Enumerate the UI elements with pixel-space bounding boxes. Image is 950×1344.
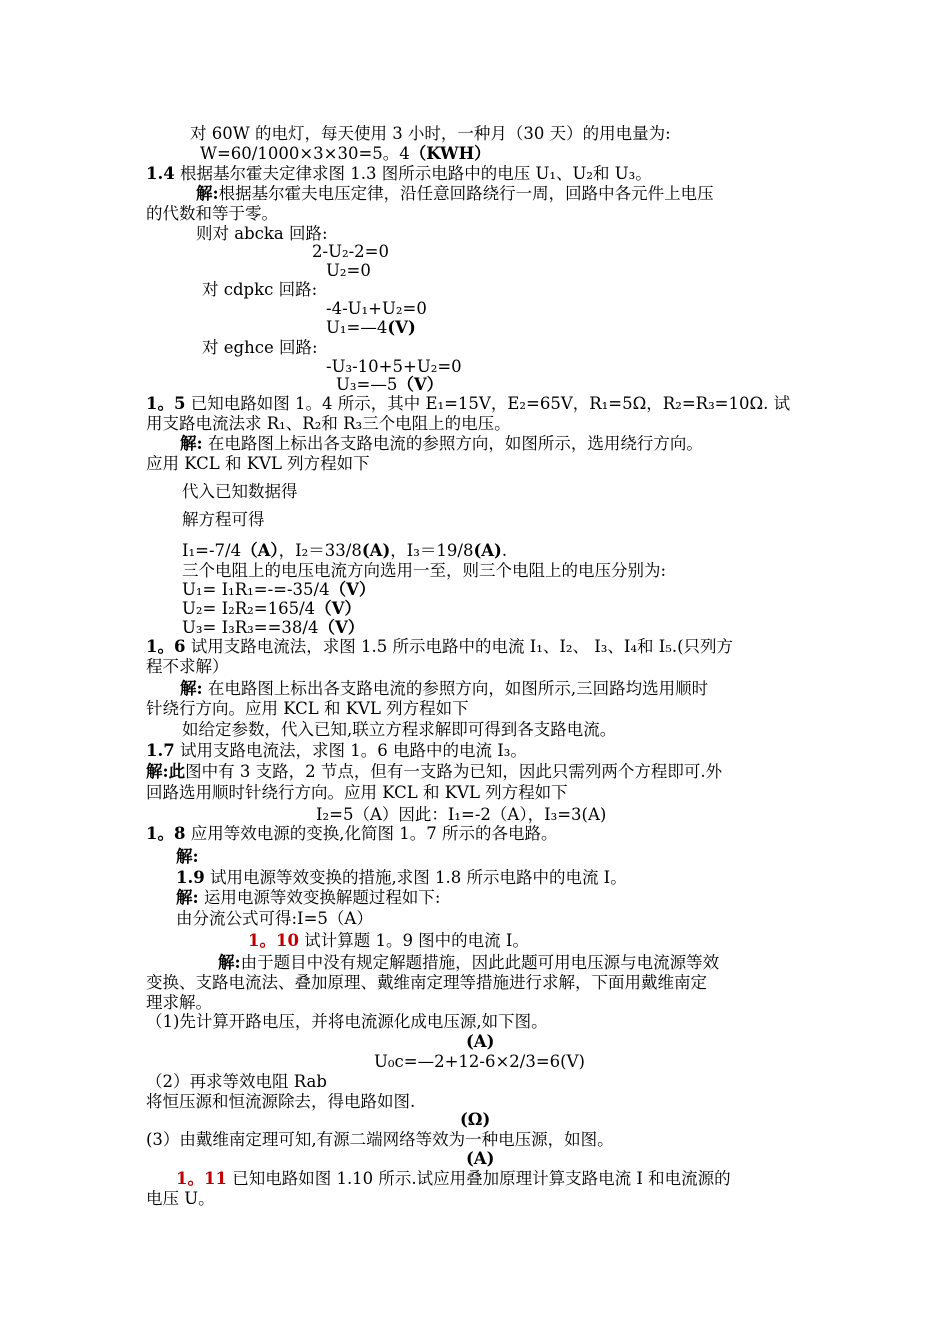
text-segment: U₁=—4 <box>326 318 388 337</box>
text-segment: (Ω) <box>460 1110 491 1129</box>
text-segment: （V） <box>318 618 365 637</box>
text-line <box>176 868 627 888</box>
text-segment: 三个电阻上的电压电流方向选用一至，则三个电阻上的电压分别为: <box>182 561 667 580</box>
text-line <box>336 375 443 395</box>
text-line <box>146 454 370 474</box>
text-segment: U₃= I₃R₃==38/4 <box>182 618 319 637</box>
text-line <box>146 783 568 803</box>
text-line <box>146 1092 415 1112</box>
text-segment: 解: <box>180 679 203 698</box>
text-line <box>146 657 229 677</box>
text-segment: 应用等效电源的变换,化简图 1。7 所示的各电路。 <box>185 824 558 843</box>
text-segment: 试用电源等效变换的措施,求图 1.8 所示电路中的电流 I。 <box>204 868 627 887</box>
text-segment: 1.9 <box>176 868 205 887</box>
text-segment: 回路选用顺时针绕行方向。应用 KCL 和 KVL 列方程如下 <box>146 783 568 802</box>
text-segment: 解: <box>176 888 199 907</box>
text-line <box>146 204 278 224</box>
text-line <box>182 720 616 740</box>
text-segment: ，I₂＝33/8 <box>278 541 362 560</box>
text-segment: 1。11 <box>176 1169 227 1188</box>
text-segment: U₂= I₂R₂=165/4 <box>182 599 316 618</box>
text-segment: (A) <box>473 541 502 560</box>
text-line <box>146 762 722 782</box>
text-line <box>182 561 666 581</box>
text-segment: 根据基尔霍夫电压定律，沿任意回路绕行一周，回路中各元件上电压 <box>218 184 714 203</box>
text-segment: 将恒压源和恒流源除去，得电路如图. <box>146 1092 416 1111</box>
text-segment: I₁=-7/4 <box>182 541 242 560</box>
text-segment: 试用支路电流法，求图 1。6 电路中的电流 I₃。 <box>174 741 527 760</box>
text-segment: 由于题目中没有规定解题措施，因此此题可用电压源与电流源等效 <box>240 953 720 972</box>
text-line <box>176 888 440 908</box>
text-line <box>146 824 557 844</box>
text-segment: 解:此 <box>146 762 186 781</box>
text-line <box>326 357 462 377</box>
text-segment: （V） <box>315 599 361 618</box>
text-segment: 1。5 <box>146 394 186 413</box>
text-line <box>248 931 529 951</box>
text-line <box>146 699 469 719</box>
text-line <box>176 1169 731 1189</box>
text-segment: 变换、支路电流法、叠加原理、戴维南定理等措施进行求解，下面用戴维南定 <box>146 973 707 992</box>
text-line <box>196 184 714 204</box>
text-segment: （V） <box>397 375 444 394</box>
text-line <box>146 414 511 434</box>
text-line <box>218 953 719 973</box>
text-line <box>146 1072 327 1092</box>
text-segment: U₁= I₁R₁=-=-35/4 <box>182 580 330 599</box>
text-segment: 在电路图上标出各支路电流的参照方向，如图所示,三回路均选用顺时 <box>202 679 709 698</box>
text-line <box>460 1110 490 1130</box>
text-line <box>182 580 375 600</box>
text-line <box>180 434 703 454</box>
text-segment: 1.4 <box>146 164 175 183</box>
text-segment: 由分流公式可得:I=5（A） <box>176 909 373 928</box>
text-line <box>146 741 527 761</box>
text-line <box>182 510 265 530</box>
text-segment: 试计算题 1。9 图中的电流 I。 <box>298 931 529 950</box>
text-segment: 程不求解） <box>146 657 229 676</box>
text-line <box>200 144 491 164</box>
text-segment: （A） <box>241 541 279 560</box>
text-segment: 图中有 3 支路，2 节点，但有一支路为已知，因此只需列两个方程即可.外 <box>185 762 723 781</box>
text-line <box>312 242 389 262</box>
text-line <box>182 482 298 502</box>
text-segment: 解方程可得 <box>182 510 265 529</box>
text-segment: -U₃-10+5+U₂=0 <box>326 357 462 376</box>
text-line <box>202 280 317 300</box>
text-segment: (A) <box>466 1032 495 1051</box>
text-segment: 解: <box>196 184 219 203</box>
text-segment: 的代数和等于零。 <box>146 204 278 223</box>
text-segment: （1)先计算开路电压，并将电流源化成电压源,如下图。 <box>146 1012 548 1031</box>
text-line <box>182 541 507 561</box>
text-line <box>146 1189 215 1209</box>
text-segment: 根据基尔霍夫定律求图 1.3 图所示电路中的电压 U₁、U₂和 U₃。 <box>174 164 652 183</box>
text-segment: 电压 U。 <box>146 1189 215 1208</box>
text-segment: ，I₃＝19/8 <box>390 541 474 560</box>
text-segment: 对 cdpkc 回路: <box>202 280 318 299</box>
text-segment: 则对 abcka 回路: <box>196 224 328 243</box>
text-segment: U₃=—5 <box>336 375 398 394</box>
text-segment: 用支路电流法求 R₁、R₂和 R₃三个电阻上的电压。 <box>146 414 511 433</box>
text-line <box>176 909 373 929</box>
text-line <box>202 338 318 358</box>
text-segment: 已知电路如图 1。4 所示，其中 E₁=15V，E₂=65V，R₁=5Ω，R₂=R₃=10Ω. 试 <box>185 394 791 413</box>
text-line <box>196 224 328 244</box>
text-segment: 1.7 <box>146 741 175 760</box>
text-segment: 解: <box>218 953 241 972</box>
text-segment: (V) <box>387 318 416 337</box>
text-segment: W=60/1000×3×30=5。4 <box>200 144 410 163</box>
text-line <box>466 1032 494 1052</box>
text-segment: 1。10 <box>248 931 299 950</box>
text-segment: 对 eghce 回路: <box>202 338 318 357</box>
text-line <box>176 847 199 867</box>
text-segment: 如给定参数，代入已知,联立方程求解即可得到各支路电流。 <box>182 720 617 739</box>
text-line <box>146 394 790 414</box>
text-line <box>316 805 606 825</box>
text-segment: U₀c=—2+12-6×2/3=6(V) <box>374 1052 585 1071</box>
text-line <box>146 1012 548 1032</box>
text-segment: （2）再求等效电阻 Rab <box>146 1072 327 1091</box>
text-segment: 已知电路如图 1.10 所示.试应用叠加原理计算支路电流 I 和电流源的 <box>226 1169 731 1188</box>
text-line <box>180 679 708 699</box>
text-line <box>374 1052 585 1072</box>
text-line <box>146 993 212 1013</box>
text-line <box>326 318 416 338</box>
text-segment: 在电路图上标出各支路电流的参照方向，如图所示，选用绕行方向。 <box>202 434 703 453</box>
text-segment: （V） <box>329 580 376 599</box>
text-line <box>182 599 361 619</box>
text-line <box>146 973 707 993</box>
text-segment: 应用 KCL 和 KVL 列方程如下 <box>146 454 370 473</box>
text-segment: 运用电源等效变换解题过程如下: <box>198 888 441 907</box>
text-segment: U₂=0 <box>326 261 371 280</box>
text-segment: 试用支路电流法，求图 1.5 所示电路中的电流 I₁、I₂、 I₃、I₄和 I₅.(只列方 <box>185 637 734 656</box>
text-segment: 解: <box>176 847 199 866</box>
text-segment: 1。8 <box>146 824 186 843</box>
text-line <box>326 261 371 281</box>
text-line <box>146 1130 614 1150</box>
text-line <box>466 1149 494 1169</box>
text-segment: (3）由戴维南定理可知,有源二端网络等效为一种电压源，如图。 <box>146 1130 614 1149</box>
text-segment: -4-U₁+U₂=0 <box>326 299 427 318</box>
text-segment: (A) <box>466 1149 495 1168</box>
text-segment: 解: <box>180 434 203 453</box>
text-line <box>182 618 364 638</box>
text-segment: (A) <box>361 541 391 560</box>
text-segment: 对 60W 的电灯，每天使用 3 小时，一种月（30 天）的用电量为: <box>190 124 671 143</box>
text-segment: I₂=5（A）因此：I₁=-2（A），I₃=3(A) <box>316 805 607 824</box>
text-segment: （KWH） <box>409 144 491 163</box>
text-segment: 1。6 <box>146 637 186 656</box>
text-segment: 代入已知数据得 <box>182 482 298 501</box>
text-segment: 2-U₂-2=0 <box>312 242 389 261</box>
text-line <box>146 164 652 184</box>
text-line <box>326 299 427 319</box>
text-line <box>146 637 733 657</box>
text-segment: 针绕行方向。应用 KCL 和 KVL 列方程如下 <box>146 699 469 718</box>
text-segment: 理求解。 <box>146 993 212 1012</box>
text-segment: . <box>501 541 508 560</box>
text-line <box>190 124 671 144</box>
